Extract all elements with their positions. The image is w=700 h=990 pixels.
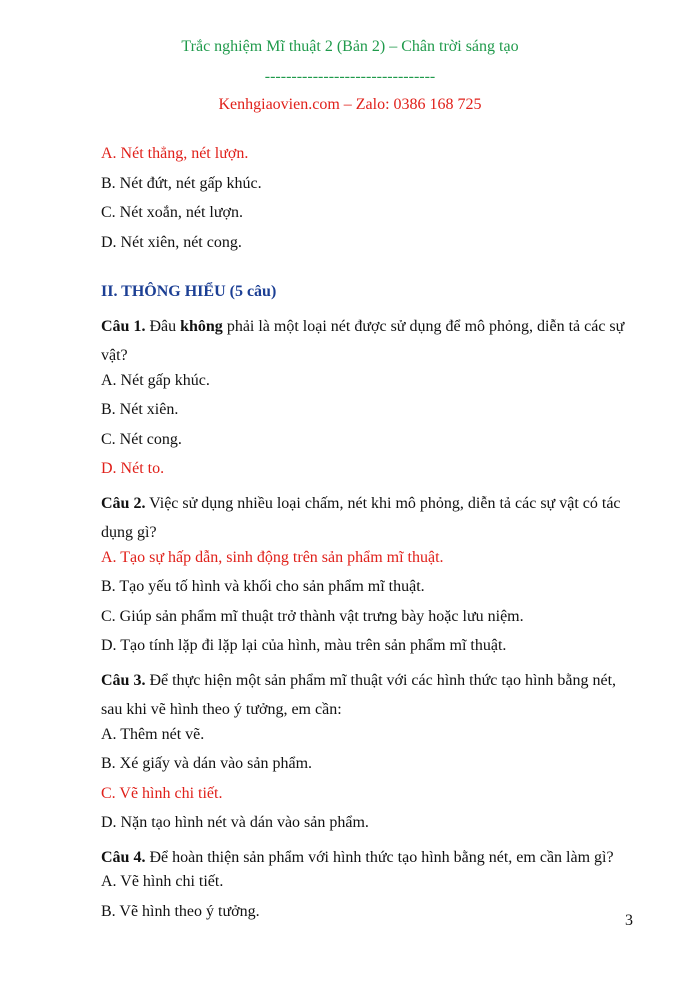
question-3 (101, 666, 641, 725)
prev-option-a: A. Nét thẳng, nét lượn. (101, 145, 249, 162)
page-number: 3 (625, 912, 633, 929)
q1-option-d: D. Nét to. (101, 460, 165, 477)
question-4-text: Để hoàn thiện sản phẩm với hình thức tạo hình bằng nét, em cần làm gì? (145, 848, 614, 866)
q3-option-b: B. Xé giấy và dán vào sản phẩm. (101, 755, 313, 772)
q4-option-b: B. Vẽ hình theo ý tưởng. (101, 902, 260, 920)
q2-option-a: A. Tạo sự hấp dẫn, sinh động trên sản phẩm mĩ thuật. (101, 548, 444, 566)
q1-option-a: A. Nét gấp khúc. (101, 371, 210, 389)
question-2 (101, 489, 641, 548)
q4-option-a: A. Vẽ hình chi tiết. (101, 873, 224, 890)
header-contact: Kenhgiaovien.com – Zalo: 0386 168 725 (218, 96, 482, 113)
question-2-label: Câu 2. (101, 494, 146, 512)
prev-option-b: B. Nét đứt, nét gấp khúc. (101, 174, 262, 192)
q3-option-d: D. Nặn tạo hình nét và dán vào sản phẩm. (101, 814, 369, 831)
q2-option-c: C. Giúp sản phẩm mĩ thuật trở thành vật trưng bày hoặc lưu niệm. (101, 607, 524, 625)
question-1-text-b: phải là một loại nét được sử dụng để mô phỏng, diễn tả các sự vật? (101, 317, 625, 364)
question-4 (101, 843, 641, 873)
q2-option-b: B. Tạo yếu tố hình và khối cho sản phẩm mĩ thuật. (101, 578, 425, 595)
question-3-text: Để thực hiện một sản phẩm mĩ thuật với các hình thức tạo hình bằng nét, sau khi vẽ hình theo ý tưởng, em cần: (101, 671, 617, 718)
prev-option-c: C. Nét xoắn, nét lượn. (101, 204, 243, 221)
q1-option-b: B. Nét xiên. (101, 401, 179, 418)
header-title: Trắc nghiệm Mĩ thuật 2 (Bản 2) – Chân trời sáng tạo (181, 38, 519, 55)
q2-option-d: D. Tạo tính lặp đi lặp lại của hình, màu trên sản phẩm mĩ thuật. (101, 637, 507, 654)
q3-option-a: A. Thêm nét vẽ. (101, 725, 205, 743)
question-1-text-a: Đâu (145, 317, 181, 335)
question-4-label: Câu 4. (101, 848, 146, 866)
question-1-bold: không (180, 317, 223, 335)
question-2-text: Việc sử dụng nhiều loại chấm, nét khi mô phỏng, diễn tả các sự vật có tác dụng gì? (101, 494, 621, 541)
q3-option-c: C. Vẽ hình chi tiết. (101, 784, 223, 802)
q1-option-c: C. Nét cong. (101, 430, 182, 448)
document-body (101, 144, 641, 931)
section-title: II. THÔNG HIỂU (5 câu) (101, 283, 277, 300)
question-1-label: Câu 1. (101, 317, 146, 335)
question-3-label: Câu 3. (101, 671, 146, 689)
question-1 (101, 312, 641, 371)
header-divider: -------------------------------- (264, 68, 436, 85)
prev-option-d: D. Nét xiên, nét cong. (101, 233, 242, 251)
